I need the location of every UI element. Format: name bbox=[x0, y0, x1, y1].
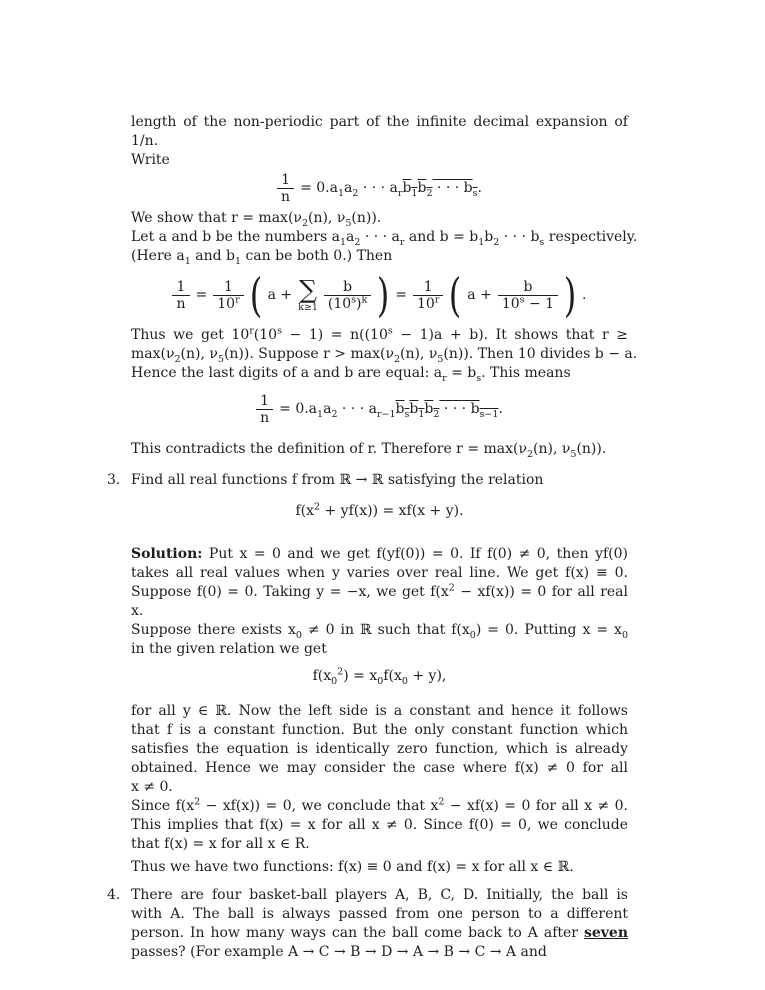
fraction-numerator: 1 bbox=[260, 393, 270, 409]
text-line: Find all real functions f from ℝ → ℝ satisfying the relation bbox=[131, 472, 544, 488]
text-line: (Here $a_1$ and $b_1$ can be both 0.) Then bbox=[131, 248, 393, 267]
line3-prefix: person. In how many ways can the ball come back to A after bbox=[131, 925, 584, 941]
text-line: There are four basket-ball players A, B, C, D. Initially, the ball is bbox=[131, 887, 628, 903]
rhs-period: . bbox=[498, 401, 503, 417]
solution-paragraph bbox=[131, 545, 628, 621]
fraction-denominator: 10$^r$ bbox=[413, 295, 443, 312]
text-line: Thus we have two functions: f(x) ≡ 0 and f(x) = x for all x ∈ ℝ. bbox=[131, 859, 574, 875]
text-line: x ≠ 0. bbox=[131, 779, 173, 795]
text-line bbox=[131, 924, 628, 943]
period: . bbox=[582, 286, 587, 303]
fraction-b-over-10s-minus-1 bbox=[498, 279, 558, 312]
paragraph-nonperiodic-length bbox=[131, 113, 628, 151]
fraction-denominator: n bbox=[277, 188, 294, 205]
text-line: that f is a constant function. But the only constant function which bbox=[131, 722, 628, 738]
solution-line1: Put x = 0 and we get f(yf(0)) = 0. If f(0) ≠ 0, then yf(0) bbox=[202, 546, 628, 562]
paragraph-two-functions bbox=[131, 858, 628, 877]
text-line: passes? (For example A → C → B → D → A → B → C → A and bbox=[131, 944, 547, 960]
problem-3-number: 3. bbox=[107, 472, 121, 488]
text-line: satisfies the equation is identically zero function, which is already bbox=[131, 741, 628, 757]
fraction-one-over-10r bbox=[213, 279, 243, 312]
text-line: $\max(\nu_2(n)$, $\nu_5(n)$). Suppose $r > \max(\nu_2(n)$, $\nu_5(n)$). Then 10 divides b − a. bbox=[131, 346, 638, 365]
fraction-numerator: 1 bbox=[223, 278, 233, 295]
paragraph-let-a-b bbox=[131, 228, 638, 267]
equation-x0-constant: $f(x_0^2) = x_0f(x_0 + y)$, bbox=[312, 666, 447, 687]
equation-functional-relation: $f(x^2 + yf(x)) = xf(x + y)$. bbox=[295, 501, 464, 519]
paragraph-we-show bbox=[131, 209, 628, 228]
text-line: Write bbox=[131, 152, 170, 168]
summation-symbol bbox=[298, 274, 318, 313]
a-plus-term: a + bbox=[267, 286, 293, 303]
text-line: in the given relation we get bbox=[131, 641, 327, 657]
problem-4 bbox=[107, 886, 628, 962]
text-line: with A. The ball is always passed from one person to a different bbox=[131, 906, 628, 922]
fraction-one-over-n bbox=[277, 172, 294, 205]
fraction-denominator: 10$^r$ bbox=[213, 295, 243, 312]
fraction-numerator: 1 bbox=[281, 172, 290, 188]
fraction-numerator: 1 bbox=[176, 278, 186, 295]
text-line: Since $f(x^2 - xf(x)) = 0$, we conclude that $x^2 - xf(x) = 0$ for all x ≠ 0. bbox=[131, 796, 629, 814]
text-line: This implies that f(x) = x for all x ≠ 0. Since f(0) = 0, we conclude bbox=[131, 817, 628, 833]
problem-4-number: 4. bbox=[107, 887, 121, 903]
text-line: Suppose f(0) = 0. Taking y = −x, we get $f(x^2 - xf(x)) = 0$ for all real bbox=[131, 582, 628, 600]
problem-3 bbox=[107, 471, 629, 877]
text-line: Let a and b be the numbers $a_1a_2$ · · · $a_r$ and $b = b_1b_2$ · · · $b_s$ respectively. bbox=[131, 229, 638, 248]
text-line bbox=[131, 545, 628, 564]
fraction-numerator: b bbox=[523, 278, 533, 295]
left-paren: ( bbox=[449, 268, 462, 322]
fraction-denominator: $(10^s)^k$ bbox=[324, 295, 371, 312]
equation-rhs bbox=[279, 400, 503, 419]
fraction-denominator: $10^s - 1$ bbox=[498, 295, 558, 312]
problem-3-statement bbox=[131, 471, 628, 490]
seven-emphasis: seven bbox=[583, 925, 628, 941]
fraction-denominator: n bbox=[172, 295, 189, 312]
sigma-glyph: ∑ bbox=[299, 274, 317, 304]
equation-rhs bbox=[300, 179, 482, 198]
text-line: Thus we get $10^r(10^s - 1) = n((10^s - 1)a + b)$. It shows that r ≥ bbox=[131, 325, 628, 343]
text-line: that f(x) = x for all x ∈ R. bbox=[131, 836, 310, 852]
equation-shifted-decimal-expansion bbox=[131, 393, 628, 426]
fraction-numerator: 1 bbox=[423, 278, 433, 295]
left-paren: ( bbox=[249, 268, 262, 322]
text-line: for all y ∈ ℝ. Now the left side is a constant and hence it follows bbox=[131, 703, 628, 719]
problem-4-body bbox=[131, 886, 628, 962]
text-line: 1/n. bbox=[131, 133, 159, 149]
text-line: obtained. Hence we may consider the case where f(x) ≠ 0 for all bbox=[131, 760, 628, 776]
right-paren: ) bbox=[376, 268, 390, 322]
rhs-prefix: = $0.a_1a_2$ · · · $a_{r-1}$ bbox=[279, 401, 396, 420]
text-line: Hence the last digits of a and b are equal: $a_r = b_s$. This means bbox=[131, 365, 571, 384]
equation-decimal-expansion bbox=[131, 172, 628, 205]
rhs-repeating-block: $b_1b_2$ · · · $b_s$ bbox=[402, 180, 478, 199]
paragraph-write bbox=[131, 151, 628, 170]
text-line: This contradicts the definition of r. Therefore $r = \max(\nu_2(n)$, $\nu_5(n)$). bbox=[131, 441, 607, 460]
fraction-numerator: b bbox=[343, 278, 353, 295]
paragraph-suppose-x0 bbox=[131, 621, 628, 659]
text-line: We show that $r = \max(\nu_2(n)$, $\nu_5(n)$). bbox=[131, 210, 382, 229]
fraction-b-over-10sk bbox=[324, 279, 371, 312]
text-line: takes all real values when y varies over real line. We get f(x) ≡ 0. bbox=[131, 565, 628, 581]
a-plus-term: a + bbox=[467, 286, 492, 303]
equals-sign: = bbox=[395, 286, 407, 303]
rhs-period: . bbox=[477, 180, 482, 196]
fraction-denominator: n bbox=[256, 409, 273, 426]
rhs-repeating-block: $b_sb_1b_2$ · · · $b_{s-1}$ bbox=[395, 401, 499, 420]
problem-3-body bbox=[131, 471, 628, 877]
paragraph-contradiction bbox=[131, 440, 628, 459]
fraction-one-over-10r bbox=[413, 279, 443, 312]
paragraph-for-all-y bbox=[131, 702, 628, 797]
paragraph-thus-we-get bbox=[131, 325, 638, 384]
paragraph-since-conclude bbox=[131, 797, 628, 854]
text-line: Suppose there exists $x_0 \ne 0$ in ℝ such that $f(x_0) = 0$. Putting $x = x_0$ bbox=[131, 622, 629, 641]
solution-label: Solution: bbox=[131, 546, 203, 562]
fraction-one-over-n bbox=[256, 393, 273, 426]
equation-geometric-sum bbox=[131, 268, 628, 322]
rhs-prefix: = $0.a_1a_2$ · · · $a_r$ bbox=[300, 180, 403, 199]
fraction-one-over-n bbox=[172, 279, 189, 312]
summation-limits: k≥1 bbox=[298, 301, 318, 313]
text-line: x. bbox=[131, 603, 144, 619]
right-paren: ) bbox=[563, 268, 577, 322]
equals-sign: = bbox=[195, 286, 208, 303]
text-line: length of the non-periodic part of the infinite decimal expansion of bbox=[131, 114, 628, 130]
